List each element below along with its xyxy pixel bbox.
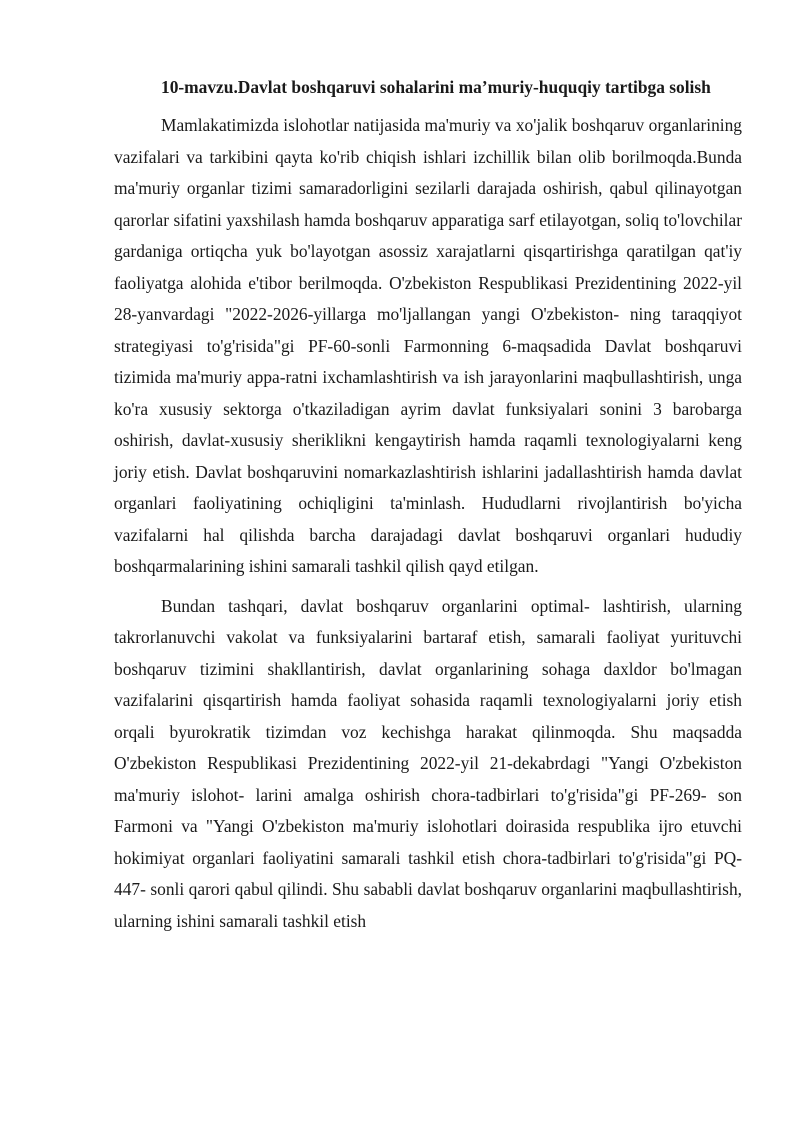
paragraph-1: Mamlakatimizda islohotlar natijasida ma'muriy va xo'jalik boshqaruv organlarining vazifalari va tarkibini qayta ko'rib chiqish ishlari izchillik bilan olib borilmoqda.Bunda ma'muriy organlar tizimi samaradorligini sezilarli darajada oshirish, qabul qilinayotgan qarorlar sifatini yaxshilash hamda boshqaruv apparatiga sarf etilayotgan, soliq to'lovchilar gardaniga ortiqcha yuk bo'layotgan asossiz xarajatlarni qisqartirishga qaratilgan qat'iy faoliyatga alohida e'tibor berilmoqda. O'zbekiston Respublikasi Prezidentining 2022-yil 28-yanvardagi "2022-2026-yillarga mo'ljallangan yangi O'zbekiston- ning taraqqiyot strategiyasi to'g'risida"gi PF-60-sonli Farmonning 6-maqsadida Davlat boshqaruvi tizimida ma'muriy appa-ratni ixchamlashtirish va ish jarayonlarini maqbullashtirish, unga ko'ra xususiy sektorga o'tkaziladigan ayrim davlat funksiyalari sonini 3 barobarga oshirish, davlat-xususiy sheriklikni kengaytirish hamda raqamli texnologiyalarni keng joriy etish. Davlat boshqaruvini nomarkazlashtirish ishlarini jadallashtirish hamda davlat organlari faoliyatining ochiqligini ta'minlash. Hududlarni rivojlantirish bo'yicha vazifalarni hal qilishda barcha darajadagi davlat boshqaruvi organlari hududiy boshqarmalarining ishini samarali tashkil qilish qayd etilgan. [114,115,742,576]
paragraph-2: Bundan tashqari, davlat boshqaruv organlarini optimal- lashtirish, ularning takrorlanuvchi vakolat va funksiyalarini bartaraf etish, samarali faoliyat yurituvchi boshqaruv tizimini shakllantirish, davlat organlarining sohaga daxldor bo'lmagan vazifalarini qisqartirish hamda faoliyat sohasida raqamli texnologiyalarni joriy etish orqali byurokratik tizimdan voz kechishga harakat qilinmoqda. Shu maqsadda O'zbekiston Respublikasi Prezidentining 2022-yil 21-dekabrdagi "Yangi O'zbekiston ma'muriy islohot- larini amalga oshirish chora-tadbirlari to'g'risida"gi PF-269- son Farmoni va "Yangi O'zbekiston ma'muriy islohotlari doirasida respublika ijro etuvchi hokimiyat organlari faoliyatini samarali tashkil etish chora-tadbirlari to'g'risida"gi PQ-447- sonli qarori qabul qilindi. Shu sababli davlat boshqaruv organlarini maqbullashtirish, ularning ishini samarali tashkil etish [114,595,742,931]
document-title: 10-mavzu.Davlat boshqaruvi sohalarini ma’muriy-huquqiy tartibga solish [161,77,711,97]
document-page [114,72,742,945]
